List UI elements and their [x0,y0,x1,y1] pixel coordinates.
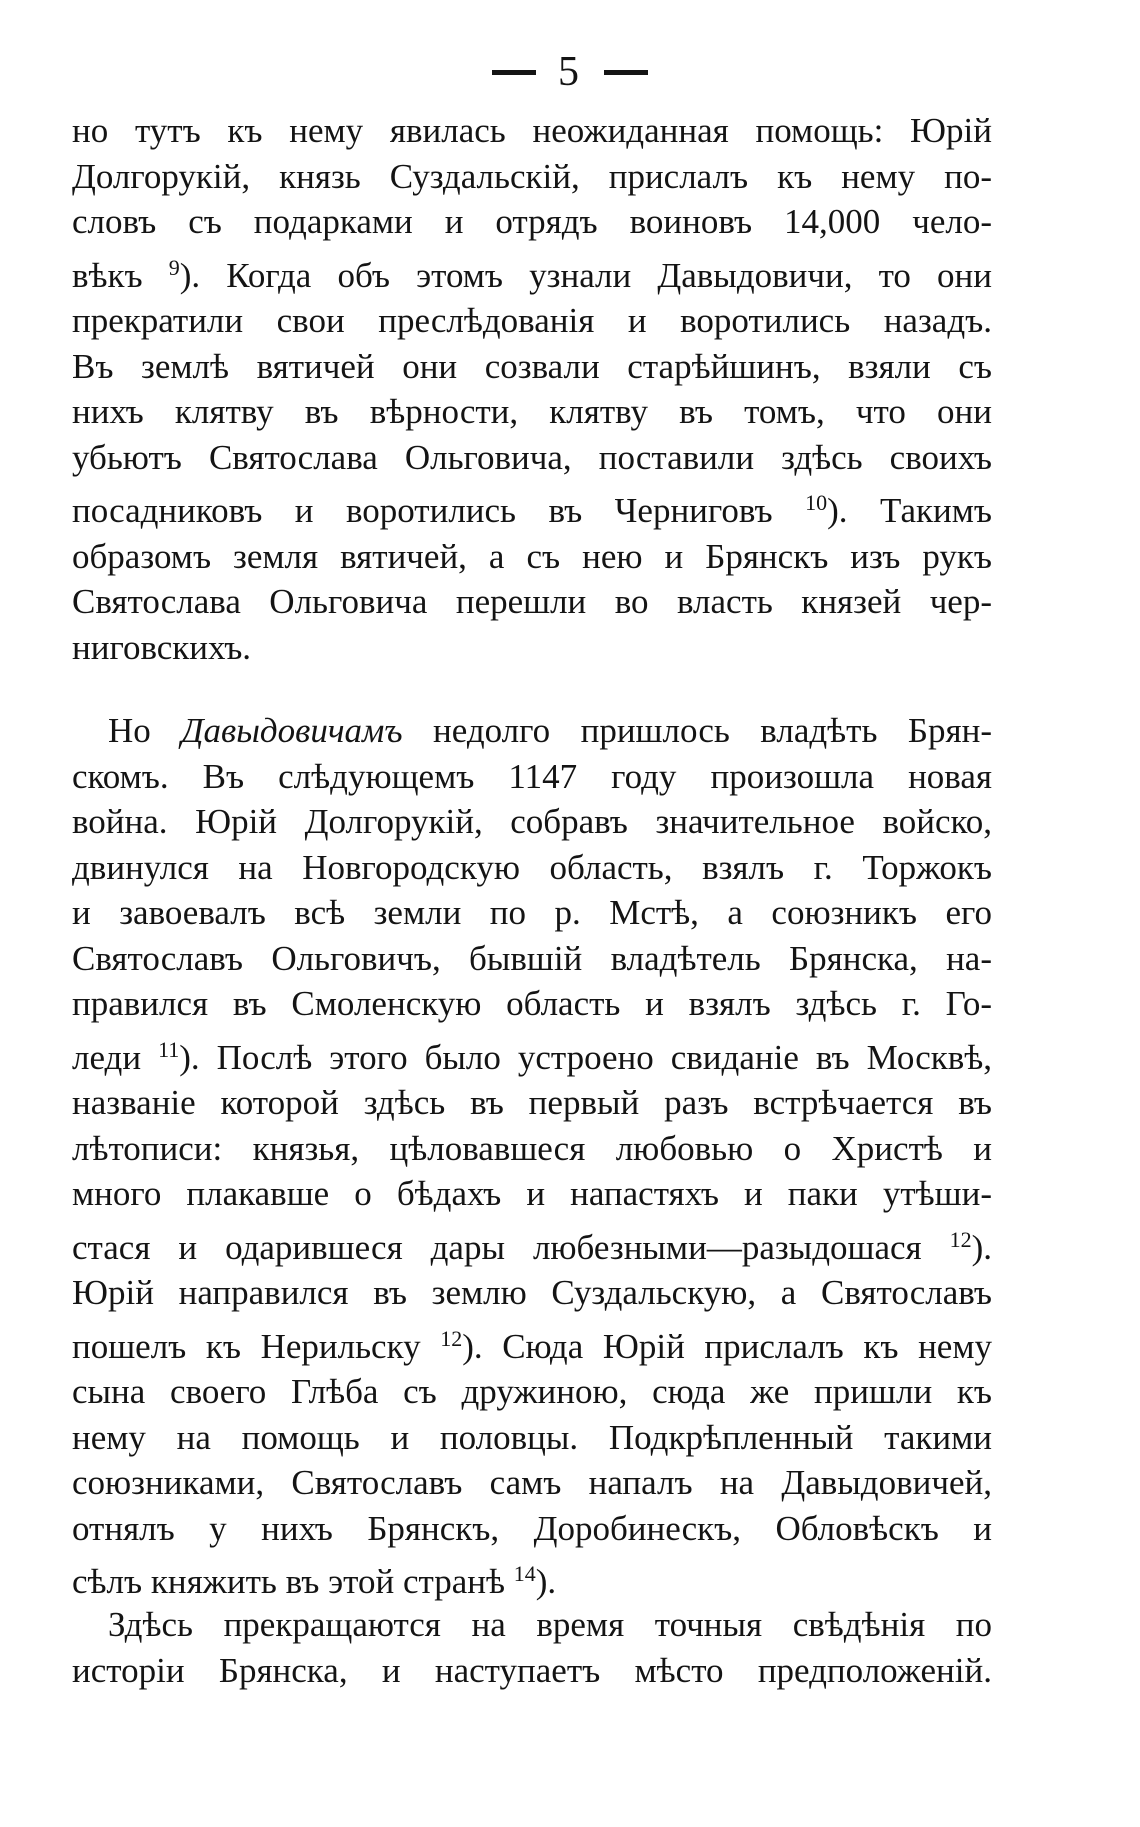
paragraph-2 [72,708,992,1605]
text-line: и завоевалъ всѣ земли по р. Мстѣ, а союзникъ его [72,893,992,932]
text-line: война. Юрій Долгорукій, собравъ значительное войско, [72,802,992,841]
text-line: Но Давыдовичамъ недолго пришлось владѣть Брян- [108,711,993,750]
text-line: отнялъ у нихъ Брянскъ, Доробинескъ, Обловѣскъ и [72,1508,992,1548]
text-line: скомъ. Въ слѣдующемъ 1147 году произошла новая [72,756,992,796]
text-line: словъ съ подарками и отрядъ воиновъ 14,000 чело- [72,202,992,241]
footnote-ref: 12 [440,1325,463,1351]
text-line: прекратили свои преслѣдованія и воротились назадъ. [72,301,992,340]
footnote-ref: 12 [949,1226,972,1252]
text-line: союзниками, Святославъ самъ напалъ на Давыдовичей, [72,1463,992,1502]
text-line: Святослава Ольговича перешли во власть князей чер- [72,582,992,621]
footnote-ref: 14 [513,1561,536,1586]
paragraph-1 [72,108,992,670]
text-line: сына своего Глѣба съ дружиною, сюда же пришли къ [72,1372,992,1411]
text-line: исторіи Брянска, и наступаетъ мѣсто предположеній. [72,1650,992,1690]
text-line: лѣтописи: князья, цѣловавшеся любовью о Христѣ и [72,1128,992,1168]
text-line: сѣлъ княжить въ этой странѣ $^{14}$). [72,1561,557,1601]
text-line: но тутъ къ нему явилась неожиданная помощь: Юрій [72,111,992,150]
text-line: много плакавше о бѣдахъ и напастяхъ и паки утѣши- [72,1174,992,1213]
text-line: образомъ земля вятичей, а съ нею и Брянскъ изъ рукъ [72,536,992,576]
text-line: Юрій направился въ землю Суздальскую, а Святославъ [72,1273,992,1312]
text-line: вѣкъ $^9$). Когда объ этомъ узнали Давыдовичи, то они [72,254,992,295]
footnote-ref: 11 [158,1036,180,1062]
paragraph-3 [72,1602,992,1693]
italic-name: Давыдовичамъ [181,711,403,750]
text-line: Въ землѣ вятичей они созвали старѣйшинъ, взяли съ [72,346,992,386]
text-line: пошелъ къ Нерильску $^{12}$). Сюда Юрій прислалъ къ нему [72,1325,992,1366]
footnote-ref: 9 [168,254,180,280]
text-line: названіе которой здѣсь въ первый разъ встрѣчается въ [72,1083,992,1122]
right-dash [604,70,648,75]
text-line: леди $^{11}$). Послѣ этого было устроено свиданіе въ Москвѣ, [72,1036,993,1077]
text-line: Здѣсь прекращаются на время точныя свѣдѣнія по [108,1605,992,1644]
text-line: правился въ Смоленскую область и взялъ здѣсь г. Го- [72,984,992,1023]
text-line: стася и одарившеся дары любезными—разыдошася $^{12}$). [72,1226,992,1267]
footnote-ref: 10 [805,490,828,515]
text-line: нему на помощь и половцы. Подкрѣпленный такими [72,1417,992,1457]
page-number-header [0,44,1140,97]
text-line: двинулся на Новгородскую область, взялъ г. Торжокъ [72,847,992,887]
text-line: Долгорукій, князь Суздальскій, прислалъ къ нему по- [72,156,992,196]
text-line: убьютъ Святослава Ольговича, поставили здѣсь своихъ [72,437,992,477]
text-line: нихъ клятву въ вѣрности, клятву въ томъ, что они [72,392,992,431]
text-line: ниговскихъ. [72,627,252,667]
text-line: посадниковъ и воротились въ Черниговъ $^{10}$). Такимъ [72,490,992,530]
page-number: 5 [558,49,582,96]
text-line: Святославъ Ольговичъ, бывшій владѣтель Брянска, на- [72,938,992,978]
left-dash [492,70,536,75]
